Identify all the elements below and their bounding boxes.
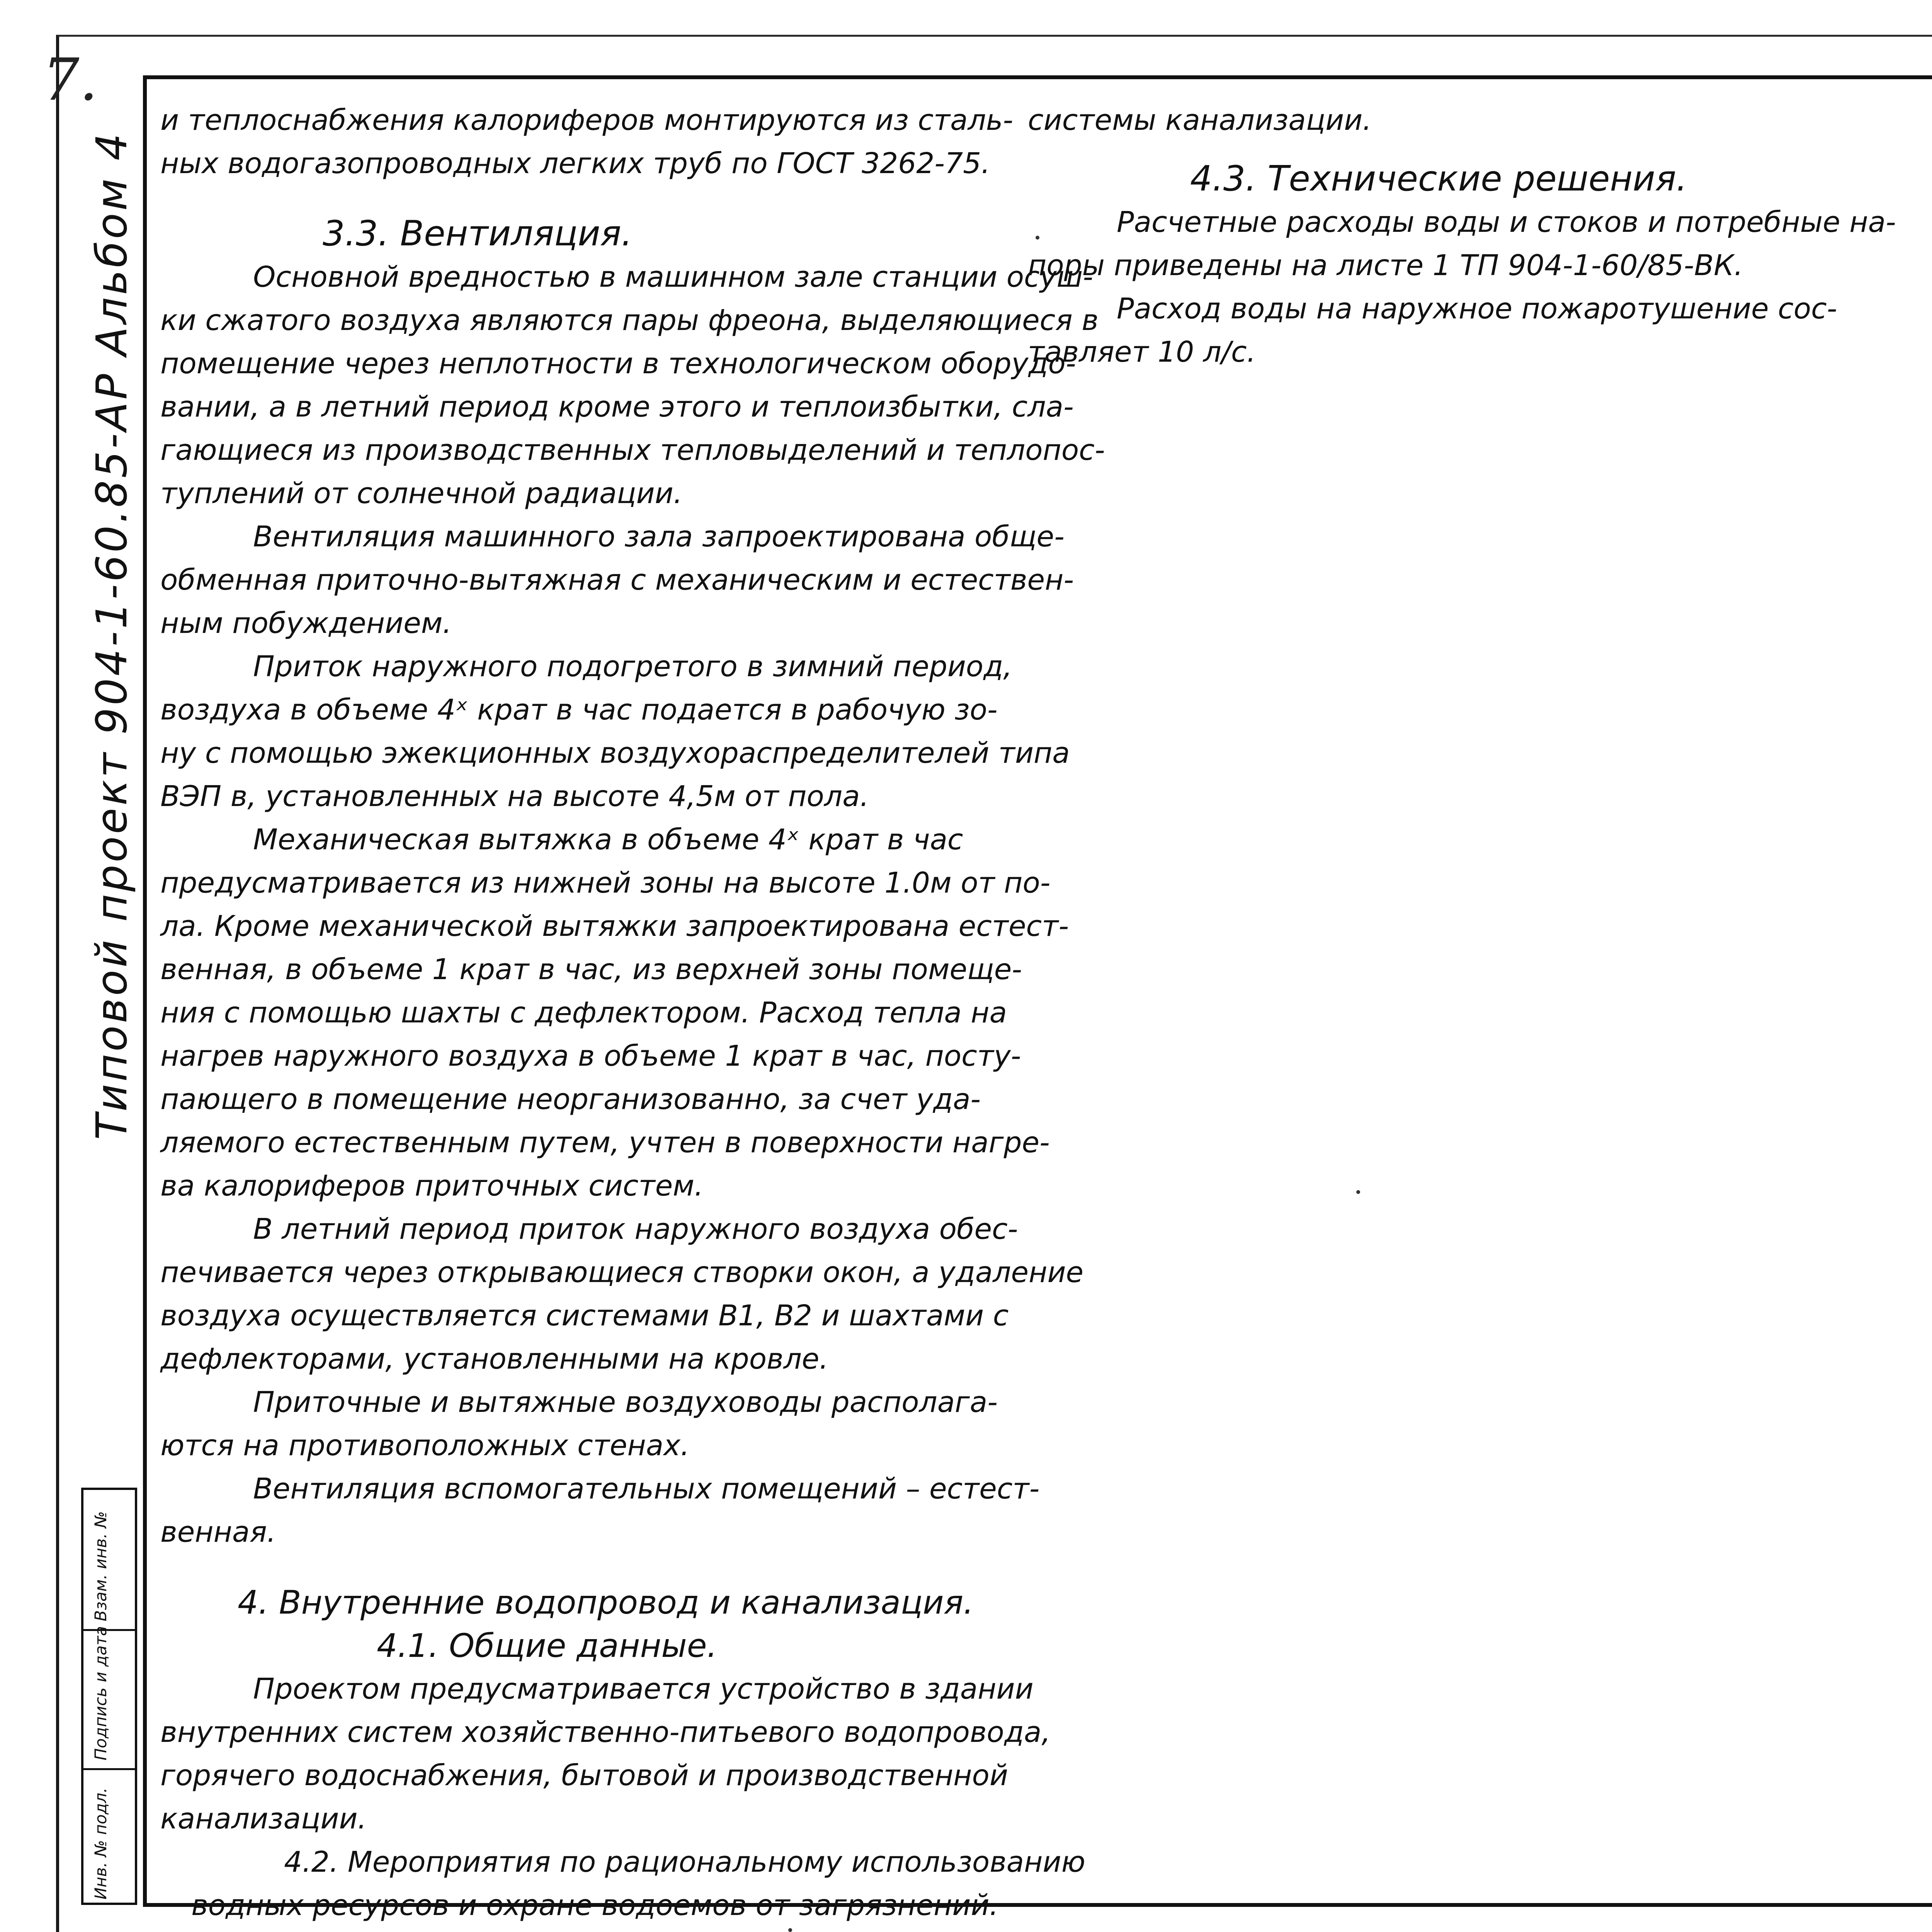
text-line: Приток наружного подогретого в зимний период,	[253, 650, 1012, 683]
stamp-cell-inv: Инв. № подл.	[91, 1787, 110, 1900]
scan-speck	[1356, 1190, 1360, 1194]
section-heading-technical: 4.3. Технические решения.	[1190, 158, 1687, 199]
text-line: ки сжатого воздуха являются пары фреона, выделяющиеся в	[160, 304, 1099, 337]
text-line: поры приведены на листе 1 ТП 904-1-60/85-ВК.	[1028, 249, 1743, 282]
text-line: предусматривается из нижней зоны на высоте 1.0м от по-	[160, 866, 1051, 900]
text-line: тавляет 10 л/с.	[1028, 335, 1256, 369]
text-line: печивается через открывающиеся створки окон, а удаление	[160, 1256, 1084, 1289]
text-line: дефлекторами, установленными на кровле.	[160, 1342, 828, 1376]
text-line: Расход воды на наружное пожаротушение сос-	[1117, 292, 1837, 325]
text-line: помещение через неплотности в технологическом оборудо-	[160, 347, 1076, 380]
approval-stamp	[81, 1488, 137, 1905]
text-line: нагрев наружного воздуха в объеме 1 крат в час, посту-	[160, 1039, 1021, 1073]
subsection-heading-measures-cont: водных ресурсов и охране водоемов от загрязнений.	[191, 1889, 999, 1922]
text-line: ния с помощью шахты с дефлектором. Расход тепла на	[160, 996, 1007, 1029]
text-line: Расчетные расходы воды и стоков и потребные на-	[1117, 206, 1896, 239]
text-line: канализации.	[160, 1802, 367, 1835]
right-text-column	[1028, 99, 1917, 374]
text-line: венная, в объеме 1 крат в час, из верхней зоны помеще-	[160, 953, 1022, 986]
text-line: ляемого естественным путем, учтен в поверхности нагре-	[160, 1126, 1050, 1159]
text-line: Проектом предусматривается устройство в здании	[253, 1672, 1034, 1706]
text-line: горячего водоснабжения, бытовой и производственной	[160, 1759, 1008, 1792]
left-text-column	[160, 99, 1105, 1932]
stamp-divider	[83, 1768, 135, 1770]
stamp-cell-signature: Подпись и дата	[91, 1626, 110, 1760]
section-heading-ventilation: 3.3. Вентиляция.	[323, 213, 633, 254]
text-line: и теплоснабжения калориферов монтируются из сталь-	[160, 104, 1014, 137]
text-line: внутренних систем хозяйственно-питьевого водопровода,	[160, 1716, 1051, 1749]
text-line	[160, 1927, 1049, 1932]
text-line: туплений от солнечной радиации.	[160, 477, 683, 510]
text-line: ным побуждением.	[160, 607, 452, 640]
text-line: В летний период приток наружного воздуха обес-	[253, 1213, 1018, 1246]
text-line: вании, а в летний период кроме этого и теплоизбытки, сла-	[160, 390, 1074, 423]
subsection-heading-measures: 4.2. Мероприятия по рациональному использованию	[284, 1845, 1085, 1879]
text-line: Приточные и вытяжные воздуховоды располага-	[253, 1386, 998, 1419]
text-line: Вентиляция вспомогательных помещений – естест-	[253, 1472, 1040, 1505]
text-line: Основной вредностью в машинном зале станции осуш-	[253, 260, 1093, 294]
text-line: воздуха осуществляется системами В1, В2 и шахтами с	[160, 1299, 1009, 1332]
text-line: обменная приточно-вытяжная с механическим и естествен-	[160, 563, 1074, 597]
text-line: ются на противоположных стенах.	[160, 1429, 690, 1462]
scan-speck	[1036, 236, 1039, 240]
text-line: ну с помощью эжекционных воздухораспределителей типа	[160, 736, 1070, 770]
text-line: ла. Кроме механической вытяжки запроектирована естест-	[160, 910, 1069, 943]
text-line: ва калориферов приточных систем.	[160, 1169, 704, 1202]
text-line: венная.	[160, 1515, 276, 1549]
text-line: воздуха в объеме 4ˣ крат в час подается в рабочую зо-	[160, 693, 998, 726]
stamp-cell-replacement: Взам. инв. №	[91, 1511, 110, 1621]
text-line: ВЭП в, установленных на высоте 4,5м от пола.	[160, 780, 869, 813]
text-line: Вентиляция машинного зала запроектирована обще-	[253, 520, 1065, 553]
scan-speck	[788, 1928, 792, 1932]
subsection-heading-general: 4.1. Общие данные.	[377, 1627, 718, 1665]
side-project-label: Типовой проект 904-1-60.85-АР Альбом 4	[87, 131, 136, 1140]
corner-mark: 7.	[43, 46, 98, 114]
text-line: системы канализации.	[1028, 104, 1372, 137]
text-line: ных водогазопроводных легких труб по ГОСТ 3262-75.	[160, 147, 990, 180]
section-heading-water: 4. Внутренние водопровод и канализация.	[238, 1583, 974, 1621]
text-line: пающего в помещение неорганизованно, за счет уда-	[160, 1083, 981, 1116]
text-line: Механическая вытяжка в объеме 4ˣ крат в час	[253, 823, 963, 856]
text-line: гающиеся из производственных тепловыделений и теплопос-	[160, 434, 1105, 467]
